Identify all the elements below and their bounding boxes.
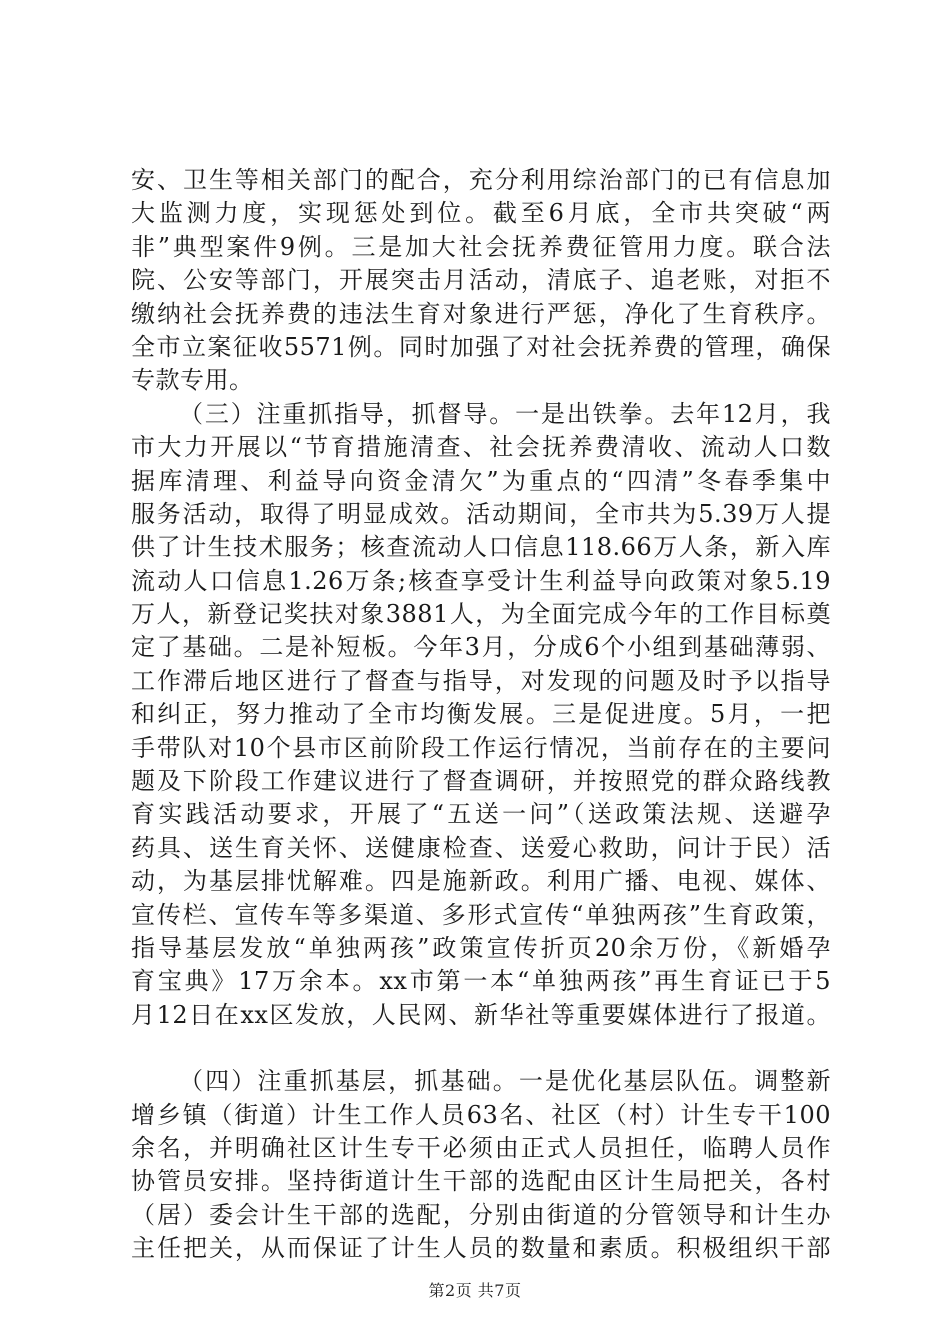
text-line: 大监测力度，实现惩处到位。截至6月底，全市共突破“两 [131,199,831,228]
text-line: 据库清理、利益导向资金清欠”为重点的“四清”冬春季集中 [131,466,831,495]
text-line: 题及下阶段工作建议进行了督查调研，并按照党的群众路线教 [131,767,831,796]
paragraph-1 [131,164,831,398]
text-line: 指导基层发放“单独两孩”政策宣传折页20余万份，《新婚孕 [131,933,831,962]
text-line: 万人，新登记奖扶对象3881人，为全面完成今年的工作目标奠 [131,600,831,629]
text-line: （三）注重抓指导，抓督导。一是出铁拳。去年12月，我 [179,399,831,428]
text-line: 市大力开展以“节育措施清查、社会抚养费清收、流动人口数 [131,433,831,462]
text-line: （居）委会计生干部的选配，分别由街道的分管领导和计生办 [131,1200,831,1229]
text-line: 育实践活动要求，开展了“五送一问”（送政策法规、送避孕 [131,800,831,829]
text-line: 工作滞后地区进行了督查与指导，对发现的问题及时予以指导 [131,666,831,695]
text-line: 供了计生技术服务；核查流动人口信息118.66万人条，新入库 [131,533,831,562]
text-line: 宣传栏、宣传车等多渠道、多形式宣传“单独两孩”生育政策， [131,900,831,929]
text-line: 非”典型案件9例。三是加大社会抚养费征管用力度。联合法 [131,232,831,261]
paragraph-3 [131,1065,831,1265]
text-line: 专款专用。 [131,366,254,395]
paragraph-gap [131,1032,831,1065]
text-line: 院、公安等部门，开展突击月活动，清底子、追老账，对拒不 [131,266,831,295]
text-line: 药具、送生育关怀、送健康检查、送爱心救助，问计于民）活 [131,833,831,862]
text-line: 月12日在xx区发放，人民网、新华社等重要媒体进行了报道。 [131,1000,831,1029]
page-number-footer: 第2页 共7页 [428,1281,522,1300]
text-line: 和纠正，努力推动了全市均衡发展。三是促进度。5月，一把 [131,700,831,729]
text-line: 协管员安排。坚持街道计生干部的选配由区计生局把关，各村 [131,1167,831,1196]
text-line: 主任把关，从而保证了计生人员的数量和素质。积极组织干部 [131,1234,831,1263]
text-line: 缴纳社会抚养费的违法生育对象进行严惩，净化了生育秩序。 [131,299,831,328]
text-line: （四）注重抓基层，抓基础。一是优化基层队伍。调整新 [179,1067,831,1096]
text-line: 手带队对10个县市区前阶段工作运行情况，当前存在的主要问 [131,733,831,762]
text-line: 流动人口信息1.26万条;核查享受计生利益导向政策对象5.19 [131,566,831,595]
text-line: 服务活动，取得了明显成效。活动期间，全市共为5.39万人提 [131,499,831,528]
text-line: 动，为基层排忧解难。四是施新政。利用广播、电视、媒体、 [131,867,831,896]
text-line: 增乡镇（街道）计生工作人员63名、社区（村）计生专干100 [131,1100,831,1129]
text-line: 余名，并明确社区计生专干必须由正式人员担任，临聘人员作 [131,1133,831,1162]
text-line: 育宝典》17万余本。xx市第一本“单独两孩”再生育证已于5 [131,967,831,996]
paragraph-2 [131,398,831,1032]
body-text [131,164,831,1266]
text-line: 安、卫生等相关部门的配合，充分利用综治部门的已有信息加 [131,166,831,194]
text-line: 全市立案征收5571例。同时加强了对社会抚养费的管理，确保 [131,332,831,361]
text-line: 定了基础。二是补短板。今年3月，分成6个小组到基础薄弱、 [131,633,831,662]
